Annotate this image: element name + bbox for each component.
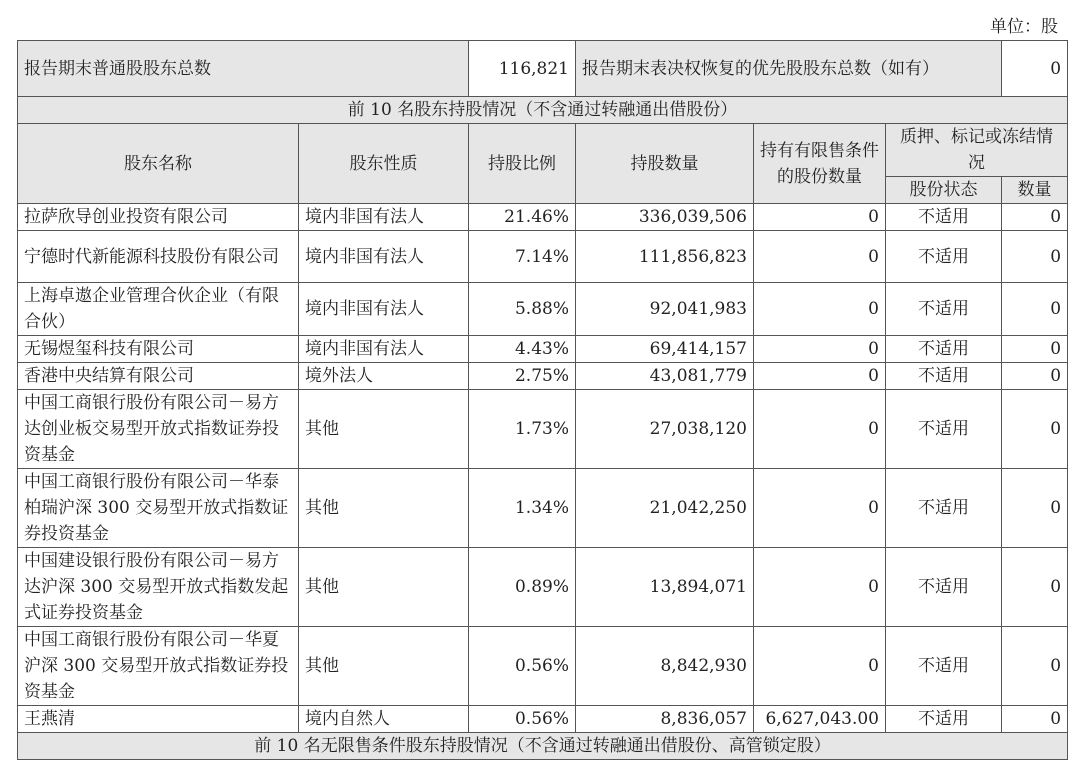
table-row: [18, 231, 1068, 283]
total-shareholders-value: 116,821: [469, 41, 576, 97]
shareholder-nature: 境内非国有法人: [299, 231, 469, 283]
header-row-1: [18, 124, 1068, 177]
shareholder-ratio: 0.89%: [469, 548, 576, 627]
shareholder-ratio: 7.14%: [469, 231, 576, 283]
total-shareholders-label: 报告期末普通股股东总数: [18, 41, 469, 97]
pledge-status: 不适用: [886, 627, 1002, 706]
shareholder-nature: 境外法人: [299, 363, 469, 390]
pledge-qty: 0: [1002, 204, 1068, 231]
shareholder-ratio: 5.88%: [469, 283, 576, 336]
shareholder-ratio: 21.46%: [469, 204, 576, 231]
pledge-qty: 0: [1002, 469, 1068, 548]
shareholder-quantity: 69,414,157: [576, 336, 754, 363]
pledge-qty: 0: [1002, 336, 1068, 363]
pledge-status: 不适用: [886, 548, 1002, 627]
table-row: [18, 390, 1068, 469]
header-restricted: 持有有限售条件的股份数量: [754, 124, 886, 204]
pledge-qty: 0: [1002, 390, 1068, 469]
pref-shareholders-value: 0: [1002, 41, 1068, 97]
table-row: [18, 336, 1068, 363]
pledge-qty: 0: [1002, 231, 1068, 283]
shareholder-name: 无锡煜玺科技有限公司: [18, 336, 299, 363]
shareholder-restricted: 0: [754, 363, 886, 390]
header-quantity: 持股数量: [576, 124, 754, 204]
shareholder-nature: 境内非国有法人: [299, 283, 469, 336]
table-row: [18, 363, 1068, 390]
shareholder-name: 王燕清: [18, 706, 299, 733]
pledge-qty: 0: [1002, 627, 1068, 706]
table-row: [18, 706, 1068, 733]
shareholder-name: 中国工商银行股份有限公司－华泰柏瑞沪深 300 交易型开放式指数证券投资基金: [18, 469, 299, 548]
shareholder-quantity: 8,842,930: [576, 627, 754, 706]
shareholder-restricted: 0: [754, 390, 886, 469]
pref-shareholders-label: 报告期末表决权恢复的优先股股东总数（如有）: [576, 41, 1002, 97]
shareholder-nature: 其他: [299, 627, 469, 706]
shareholder-nature: 境内非国有法人: [299, 336, 469, 363]
header-pledge-status: 股份状态: [886, 177, 1002, 204]
shareholder-table: [17, 40, 1068, 760]
shareholder-nature: 其他: [299, 390, 469, 469]
shareholder-ratio: 2.75%: [469, 363, 576, 390]
shareholder-quantity: 92,041,983: [576, 283, 754, 336]
unit-label: 单位：股: [990, 17, 1058, 37]
table-row: [18, 469, 1068, 548]
shareholder-quantity: 336,039,506: [576, 204, 754, 231]
summary-row: [18, 41, 1068, 97]
shareholder-restricted: 0: [754, 548, 886, 627]
shareholder-nature: 其他: [299, 548, 469, 627]
pledge-status: 不适用: [886, 363, 1002, 390]
next-section-title-row: [18, 733, 1068, 760]
shareholder-ratio: 0.56%: [469, 627, 576, 706]
shareholder-name: 中国工商银行股份有限公司－华夏沪深 300 交易型开放式指数证券投资基金: [18, 627, 299, 706]
pledge-qty: 0: [1002, 283, 1068, 336]
shareholder-restricted: 0: [754, 283, 886, 336]
section-title: 前 10 名股东持股情况（不含通过转融通出借股份）: [18, 97, 1068, 124]
shareholder-name: 宁德时代新能源科技股份有限公司: [18, 231, 299, 283]
shareholder-name: 中国工商银行股份有限公司－易方达创业板交易型开放式指数证券投资基金: [18, 390, 299, 469]
table-row: [18, 204, 1068, 231]
pledge-status: 不适用: [886, 336, 1002, 363]
pledge-qty: 0: [1002, 706, 1068, 733]
pledge-qty: 0: [1002, 363, 1068, 390]
shareholder-restricted: 0: [754, 231, 886, 283]
pledge-status: 不适用: [886, 469, 1002, 548]
shareholder-restricted: 6,627,043.00: [754, 706, 886, 733]
header-ratio: 持股比例: [469, 124, 576, 204]
shareholder-quantity: 27,038,120: [576, 390, 754, 469]
shareholder-quantity: 111,856,823: [576, 231, 754, 283]
header-name: 股东名称: [18, 124, 299, 204]
header-nature: 股东性质: [299, 124, 469, 204]
pledge-status: 不适用: [886, 204, 1002, 231]
shareholder-quantity: 13,894,071: [576, 548, 754, 627]
pledge-status: 不适用: [886, 390, 1002, 469]
shareholder-quantity: 43,081,779: [576, 363, 754, 390]
shareholder-ratio: 1.73%: [469, 390, 576, 469]
table-row: [18, 548, 1068, 627]
shareholder-restricted: 0: [754, 204, 886, 231]
shareholder-name: 拉萨欣导创业投资有限公司: [18, 204, 299, 231]
pledge-status: 不适用: [886, 706, 1002, 733]
shareholder-name: 中国建设银行股份有限公司－易方达沪深 300 交易型开放式指数发起式证券投资基金: [18, 548, 299, 627]
table-body: [18, 204, 1068, 733]
next-section-title: 前 10 名无限售条件股东持股情况（不含通过转融通出借股份、高管锁定股）: [18, 733, 1068, 760]
pledge-status: 不适用: [886, 231, 1002, 283]
shareholder-nature: 其他: [299, 469, 469, 548]
shareholder-restricted: 0: [754, 336, 886, 363]
table-row: [18, 627, 1068, 706]
shareholder-name: 上海卓遨企业管理合伙企业（有限合伙）: [18, 283, 299, 336]
section-title-row: [18, 97, 1068, 124]
table-row: [18, 283, 1068, 336]
shareholder-quantity: 8,836,057: [576, 706, 754, 733]
shareholder-ratio: 1.34%: [469, 469, 576, 548]
shareholder-name: 香港中央结算有限公司: [18, 363, 299, 390]
header-pledge: 质押、标记或冻结情况: [886, 124, 1068, 177]
header-pledge-qty: 数量: [1002, 177, 1068, 204]
shareholder-quantity: 21,042,250: [576, 469, 754, 548]
shareholder-nature: 境内非国有法人: [299, 204, 469, 231]
shareholder-ratio: 4.43%: [469, 336, 576, 363]
pledge-qty: 0: [1002, 548, 1068, 627]
shareholder-nature: 境内自然人: [299, 706, 469, 733]
shareholder-restricted: 0: [754, 469, 886, 548]
shareholder-restricted: 0: [754, 627, 886, 706]
pledge-status: 不适用: [886, 283, 1002, 336]
shareholder-ratio: 0.56%: [469, 706, 576, 733]
